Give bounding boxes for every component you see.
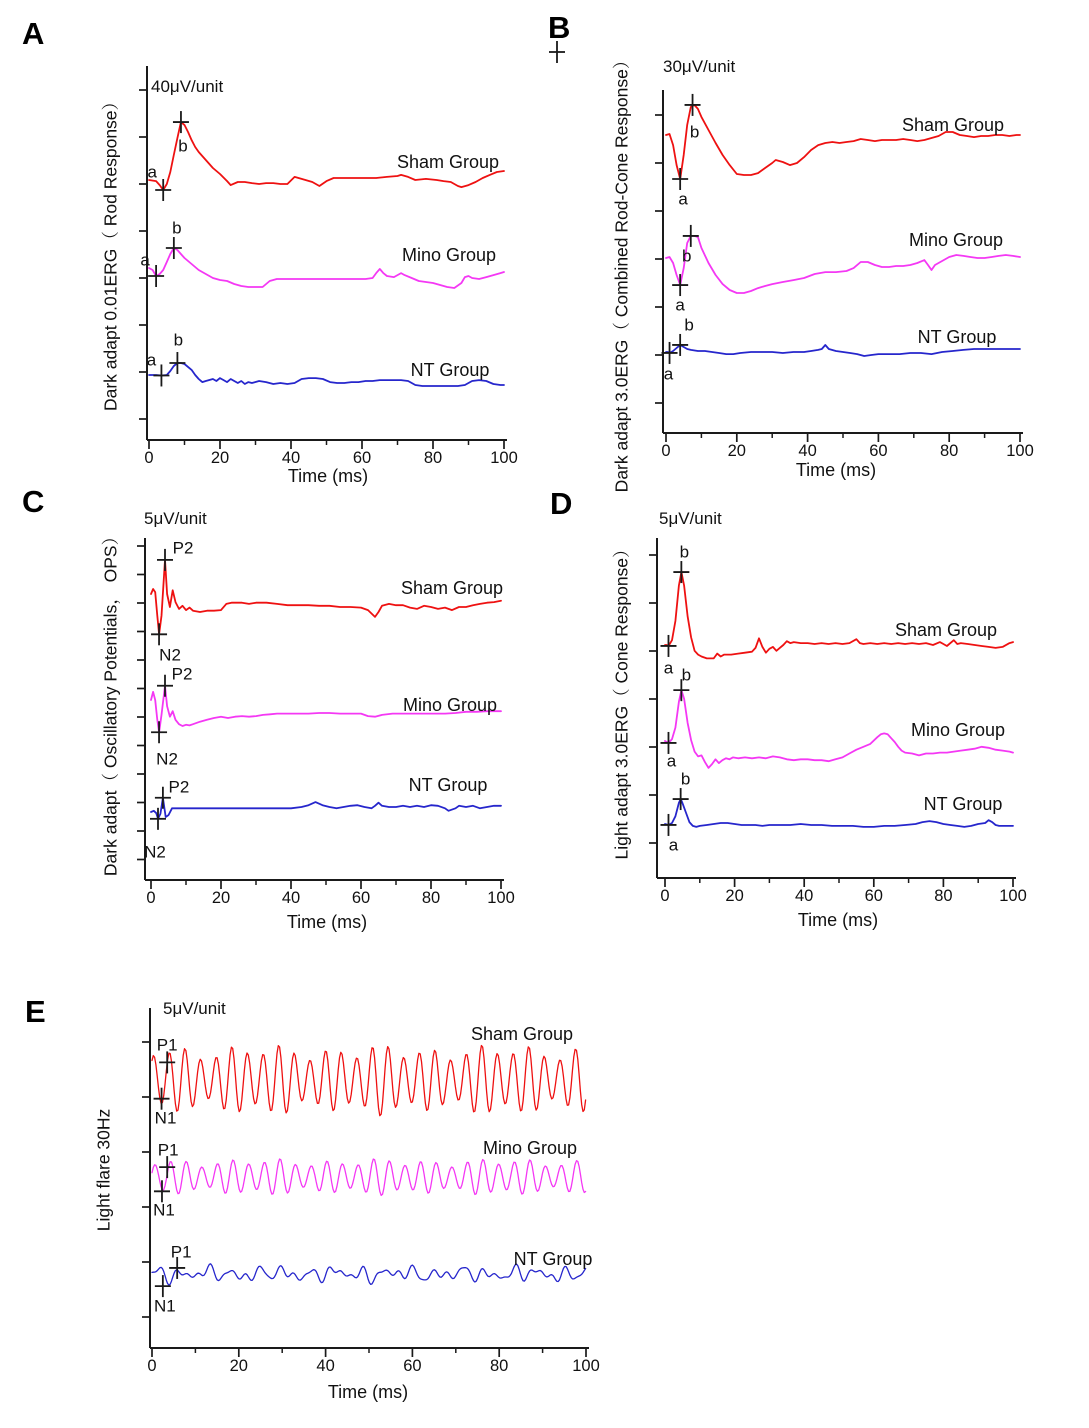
x-tick-label: 0 — [144, 448, 154, 467]
x-tick-label: 0 — [660, 886, 670, 905]
x-tick-label: 80 — [940, 441, 959, 460]
x-tick-label: 100 — [572, 1356, 600, 1375]
legend-mino-group: Mino Group — [910, 720, 1006, 740]
x-tick-label: 80 — [423, 448, 443, 467]
peak-label-b: b — [684, 315, 694, 335]
x-tick-label: 0 — [146, 888, 156, 907]
legend-mino-group: Mino Group — [482, 1138, 578, 1158]
x-axis-label: Time (ms) — [327, 1382, 409, 1402]
legend-sham-group: Sham Group — [894, 620, 998, 640]
peak-label-a: a — [663, 364, 674, 384]
legend-nt-group: NT Group — [513, 1249, 593, 1269]
trace-mino-group — [149, 245, 504, 288]
peak-label-n2: N2 — [159, 645, 181, 665]
x-tick-label: 20 — [229, 1356, 248, 1375]
scale-label: 40μV/unit — [151, 77, 224, 96]
x-tick-label: 40 — [316, 1356, 335, 1375]
peak-label-b: b — [172, 218, 182, 238]
panel-letter: E — [25, 994, 46, 1029]
y-axis-label: Light flare 30Hz — [93, 1108, 114, 1232]
scale-label: 5μV/unit — [163, 999, 226, 1018]
peak-label-b: b — [680, 769, 691, 789]
x-tick-label: 60 — [864, 886, 883, 905]
x-tick-label: 100 — [490, 448, 518, 467]
trace-sham-group — [152, 1046, 586, 1116]
peak-label-n1: N1 — [153, 1200, 175, 1220]
peak-label-p1: P1 — [157, 1140, 179, 1160]
peak-label-n1: N1 — [153, 1296, 176, 1316]
x-tick-label: 0 — [147, 1356, 157, 1375]
legend-nt-group: NT Group — [408, 775, 488, 795]
x-tick-label: 60 — [351, 888, 371, 907]
legend-sham-group: Sham Group — [400, 578, 504, 598]
x-tick-label: 40 — [281, 448, 301, 467]
x-tick-label: 80 — [490, 1356, 509, 1375]
peak-label-n2: N2 — [144, 842, 166, 862]
legend-mino-group: Mino Group — [908, 230, 1004, 250]
x-tick-label: 20 — [210, 448, 230, 467]
peak-label-b: b — [681, 665, 692, 685]
legend-mino-group: Mino Group — [402, 695, 498, 715]
x-tick-label: 0 — [661, 441, 671, 460]
peak-label-a: a — [668, 835, 679, 855]
y-axis-label: Dark adapt（ Oscillatory Potentials， OPS） — [100, 527, 121, 877]
scale-label: 5μV/unit — [144, 509, 207, 528]
peak-label-a: a — [678, 189, 688, 209]
trace-nt-group — [665, 799, 1013, 827]
trace-nt-group — [149, 360, 504, 386]
x-tick-label: 20 — [725, 886, 744, 905]
trace-sham-group — [151, 560, 504, 634]
trace-nt-group — [151, 798, 501, 819]
x-tick-label: 40 — [281, 888, 301, 907]
trace-nt-group — [666, 345, 1020, 356]
trace-sham-group — [149, 122, 504, 190]
legend-nt-group: NT Group — [917, 327, 997, 347]
peak-label-p2: P2 — [168, 777, 190, 797]
peak-label-p2: P2 — [172, 538, 194, 558]
y-axis-label: Dark adapt 3.0ERG（ Combined Rod-Cone Response） — [611, 51, 632, 493]
y-axis-label: Light adapt 3.0ERG（ Cone Response） — [611, 540, 632, 860]
trace-sham-group — [666, 105, 1020, 179]
peak-label-a: a — [663, 658, 674, 678]
trace-mino-group — [666, 236, 1020, 293]
trace-sham-group — [665, 572, 1013, 658]
trace-mino-group — [152, 1159, 586, 1195]
x-tick-label: 100 — [487, 888, 515, 907]
x-axis-label: Time (ms) — [795, 460, 877, 480]
peak-label-b: b — [679, 542, 690, 562]
panel-letter: C — [22, 484, 45, 519]
legend-sham-group: Sham Group — [470, 1024, 574, 1044]
trace-mino-group — [665, 690, 1013, 771]
x-tick-label: 60 — [403, 1356, 422, 1375]
x-tick-label: 80 — [421, 888, 441, 907]
panel-letter: D — [550, 486, 573, 521]
legend-sham-group: Sham Group — [396, 152, 500, 172]
peak-label-a: a — [666, 751, 677, 771]
panel-letter: B — [548, 10, 571, 45]
peak-label-b: b — [689, 122, 700, 142]
x-tick-label: 80 — [934, 886, 953, 905]
panel-letter: A — [22, 16, 45, 51]
trace-mino-group — [151, 686, 501, 733]
x-tick-label: 60 — [352, 448, 372, 467]
peak-label-b: b — [682, 246, 692, 266]
trace-nt-group — [152, 1264, 586, 1285]
x-tick-label: 20 — [211, 888, 231, 907]
peak-label-n2: N2 — [156, 749, 178, 769]
peak-label-p1: P1 — [156, 1035, 178, 1055]
peak-label-a: a — [146, 350, 157, 370]
peak-label-n1: N1 — [154, 1108, 177, 1128]
legend-nt-group: NT Group — [410, 360, 490, 380]
legend-nt-group: NT Group — [923, 794, 1003, 814]
legend-sham-group: Sham Group — [901, 115, 1005, 135]
x-tick-label: 20 — [727, 441, 746, 460]
x-tick-label: 40 — [798, 441, 817, 460]
scale-label: 30μV/unit — [663, 57, 736, 76]
x-axis-label: Time (ms) — [287, 466, 369, 486]
x-axis-label: Time (ms) — [286, 912, 368, 932]
x-tick-label: 100 — [1006, 441, 1034, 460]
x-axis-label: Time (ms) — [797, 910, 879, 930]
peak-label-b: b — [173, 330, 184, 350]
x-tick-label: 100 — [999, 886, 1027, 905]
peak-label-a: a — [675, 295, 685, 315]
x-tick-label: 60 — [869, 441, 888, 460]
legend-mino-group: Mino Group — [401, 245, 497, 265]
scale-label: 5μV/unit — [659, 509, 722, 528]
y-axis-label: Dark adapt 0.01ERG（ Rod Response） — [100, 92, 121, 412]
peak-label-b: b — [178, 136, 188, 156]
peak-label-a: a — [140, 250, 150, 270]
peak-label-p2: P2 — [171, 664, 193, 684]
peak-label-p1: P1 — [170, 1242, 192, 1262]
peak-label-a: a — [147, 162, 157, 182]
x-tick-label: 40 — [795, 886, 814, 905]
